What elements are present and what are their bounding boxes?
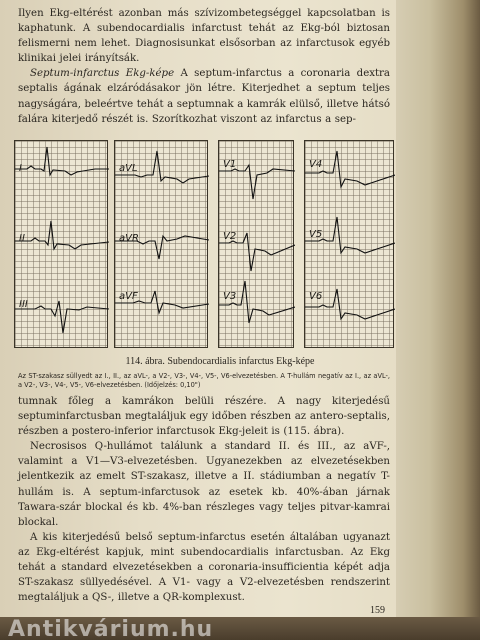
figure-legend: Az ST-szakasz süllyedt az I., II., az aVL-, a V2-, V3-, V4-, V5-, V6-elvezetésben. A T-hullám negatív az I., az aVL-, a V2-, V3-, V4-, V5-, V6-elvezetésben. (Időjelzés: 0,10") xyxy=(18,372,390,389)
lead-label: V1 xyxy=(223,159,237,170)
lead-label: V5 xyxy=(309,229,323,240)
lead-label: aVR xyxy=(119,233,139,244)
body-text-bottom xyxy=(18,394,390,605)
ecg-figure xyxy=(14,140,394,348)
ecg-panel-standard xyxy=(14,140,108,348)
lead-label: V4 xyxy=(309,159,323,170)
lead-label: V3 xyxy=(223,291,237,302)
lead-label: II xyxy=(19,233,25,244)
paragraph: A kis kiterjedésű belső septum-infarctus esetén általában ugyanazt az Ekg-eltérést kapjuk, mint subendocardialis infarctusban. Az Ekg tehát a standard elvezetésekben a coronaria-insufficientia képét adja ST-szakasz süllyedésével. A V1- vagy a V2-elvezetésben rendszerint megtaláljuk a QS-, illetve a QR-komplexust. xyxy=(18,531,390,604)
paragraph xyxy=(18,66,390,126)
lead-label: aVF xyxy=(119,291,138,302)
ecg-traces xyxy=(219,141,295,349)
page-number: 159 xyxy=(370,605,385,616)
lead-label: III xyxy=(19,299,28,310)
lead-label: V6 xyxy=(309,291,323,302)
lead-label: V2 xyxy=(223,231,237,242)
paragraph: tumnak főleg a kamrákon belüli részére. A nagy kiterjedésű septuminfarctusban megtaláljuk egy időben részben az antero-septalis, részben a postero-inferior infarctusok Ekg-jeleit is (115. ábra). xyxy=(18,396,390,438)
lead-label: I xyxy=(19,163,22,174)
figure-caption: 114. ábra. Subendocardialis infarctus Ekg-képe xyxy=(125,356,315,367)
lead-label: aVL xyxy=(119,163,138,174)
body-text-top xyxy=(18,6,390,127)
ecg-traces xyxy=(305,141,395,349)
paragraph-text: A septum-infarctus a coronaria dextra septalis ágának elzáródásakor jön létre. Kiterjedhet a septum teljes nagyságára, beleértve tehát a septumnak a kamrák elülső, illetve hátsó falára kiterjedő részét is. Szorítkozhat viszont az infarctus a sep- xyxy=(18,68,391,125)
watermark: Antikvárium.hu xyxy=(0,617,480,640)
paragraph: Ilyen Ekg-eltérést azonban más szívizombetegséggel kapcsolatban is kaphatunk. A subendocardialis infarctust tehát az Ekg-ból biztosan felismerni nem lehet. Diagnosisunkat elsősorban az infarctusok egyéb klinikai jelei irányítsák. xyxy=(18,8,390,65)
paragraph: Necrosisos Q-hullámot találunk a standard II. és III., az aVF-, valamint a V1—V3-elvezetésben. Ugyanezekben az elvezetésekben jelentkezik az emelt ST-szakasz, illetve a II. stádiumban a negatív T-hullám is. A septum-infarctusok az esetek kb. 40%-ában járnak Tawara-szár blockal és kb. 4%-ban részleges vagy teljes pitvar-kamrai blockal. xyxy=(18,441,390,528)
section-heading: Septum-infarctus Ekg-képe xyxy=(30,68,175,80)
ecg-panel-augmented xyxy=(114,140,208,348)
book-spine-shadow xyxy=(396,0,480,640)
ecg-traces xyxy=(15,141,109,349)
ecg-panel-precordial-right xyxy=(218,140,294,348)
ecg-panel-precordial-left xyxy=(304,140,394,348)
